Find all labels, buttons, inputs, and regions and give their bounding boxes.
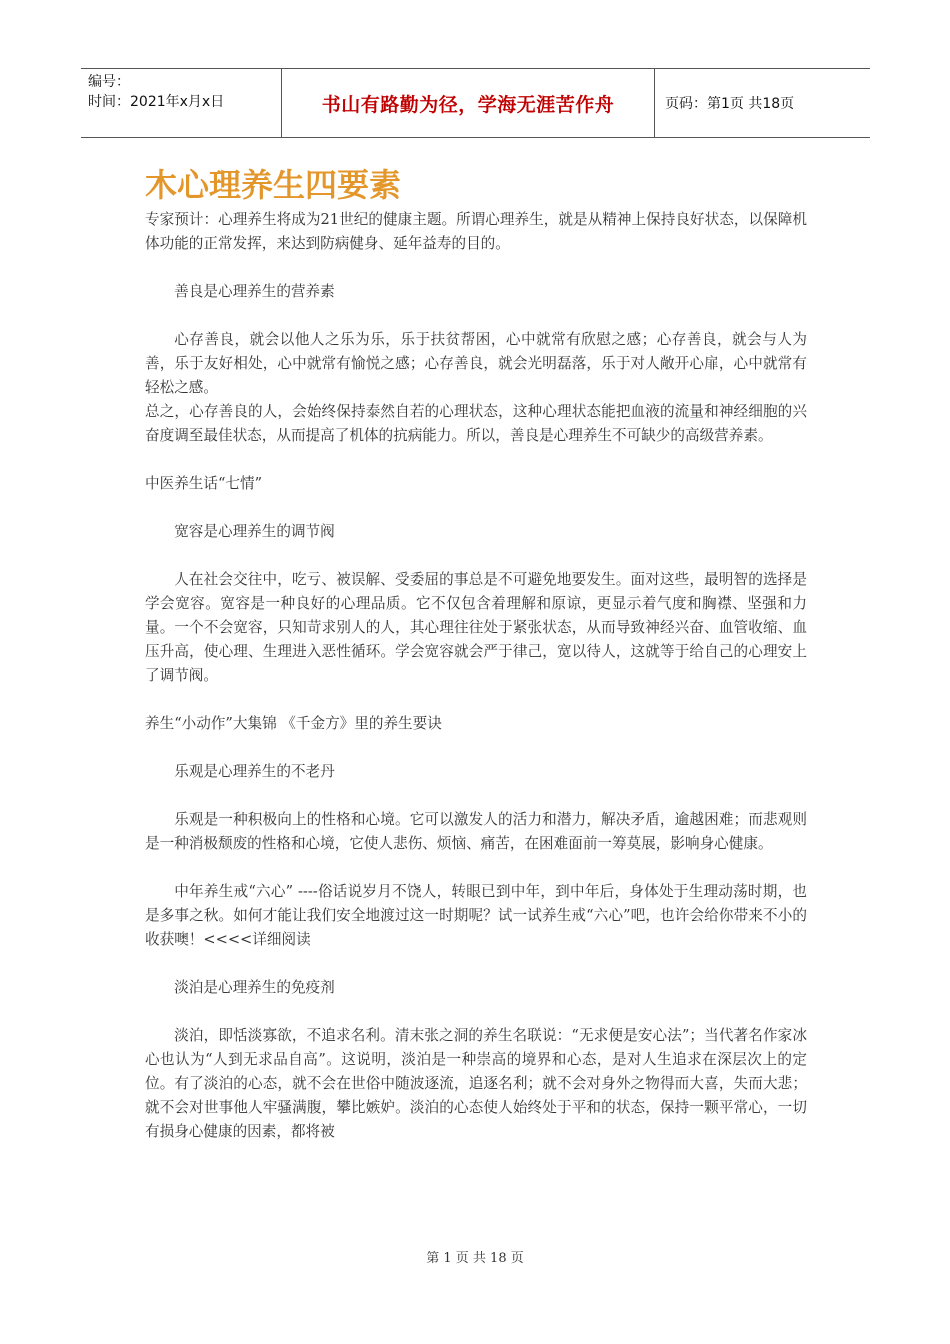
paragraph: 中年养生戒“六心” ----俗话说岁月不饶人，转眼已到中年，到中年后，身体处于生理动荡时期，也是多事之秋。如何才能让我们安全地渡过这一时期呢？试一试养生戒“六心”吧，也许会给你带来不小的收获噢！<<<<详细阅读	[145, 883, 807, 948]
section-heading-optimism: 乐观是心理养生的不老丹	[174, 763, 335, 780]
document-number-label: 编号：	[88, 74, 130, 90]
header-page-info: 页码：第1页 共18页	[665, 96, 795, 112]
section-heading-tolerance: 宽容是心理养生的调节阀	[174, 523, 335, 540]
link-text: 养生“小动作”大集锦 《千金方》里的养生要诀	[145, 715, 442, 732]
article-title: 木心理养生四要素	[145, 166, 402, 204]
header-motto: 书山有路勤为径，学海无涯苦作舟	[282, 69, 655, 137]
intro-paragraph: 专家预计：心理养生将成为21世纪的健康主题。所谓心理养生，就是从精神上保持良好状态，以保障机体功能的正常发挥，来达到防病健身、延年益寿的目的。	[145, 211, 807, 252]
page-header	[81, 68, 870, 138]
page-footer: 第 1 页 共 18 页	[426, 1251, 524, 1266]
section-heading-kindness: 善良是心理养生的营养素	[174, 283, 335, 300]
paragraph: 心存善良，就会以他人之乐为乐，乐于扶贫帮困，心中就常有欣慰之感；心存善良，就会与人为善，乐于友好相处，心中就常有愉悦之感；心存善良，就会光明磊落，乐于对人敞开心扉，心中就常有轻松之感。	[145, 331, 807, 396]
paragraph: 总之，心存善良的人，会始终保持泰然自若的心理状态，这种心理状态能把血液的流量和神经细胞的兴奋度调至最佳状态，从而提高了机体的抗病能力。所以，善良是心理养生不可缺少的高级营养素。	[145, 403, 807, 444]
link-text: 中医养生话“七情”	[145, 475, 263, 492]
section-heading-indifference: 淡泊是心理养生的免疫剂	[174, 979, 335, 996]
paragraph: 乐观是一种积极向上的性格和心境。它可以激发人的活力和潜力，解决矛盾，逾越困难；而悲观则是一种消极颓废的性格和心境，它使人悲伤、烦恼、痛苦，在困难面前一筹莫展，影响身心健康。	[145, 811, 807, 852]
paragraph: 淡泊，即恬淡寡欲，不追求名利。清末张之洞的养生名联说：“无求便是安心法”；当代著名作家冰心也认为“人到无求品自高”。这说明，淡泊是一种崇高的境界和心态，是对人生追求在深层次上的定位。有了淡泊的心态，就不会在世俗中随波逐流，追逐名利；就不会对身外之物得而大喜，失而大悲；就不会对世事他人牢骚满腹，攀比嫉妒。淡泊的心态使人始终处于平和的状态，保持一颗平常心，一切有损身心健康的因素，都将被	[145, 1027, 807, 1140]
header-meta	[81, 69, 282, 137]
document-time-label: 时间：2021年x月x日	[88, 94, 225, 110]
paragraph: 人在社会交往中，吃亏、被误解、受委屈的事总是不可避免地要发生。面对这些，最明智的选择是学会宽容。宽容是一种良好的心理品质。它不仅包含着理解和原谅，更显示着气度和胸襟、坚强和力量。一个不会宽容，只知苛求别人的人，其心理往往处于紧张状态，从而导致神经兴奋、血管收缩、血压升高，使心理、生理进入恶性循环。学会宽容就会严于律己，宽以待人，这就等于给自己的心理安上了调节阀。	[145, 571, 807, 684]
article-body	[145, 162, 807, 1144]
